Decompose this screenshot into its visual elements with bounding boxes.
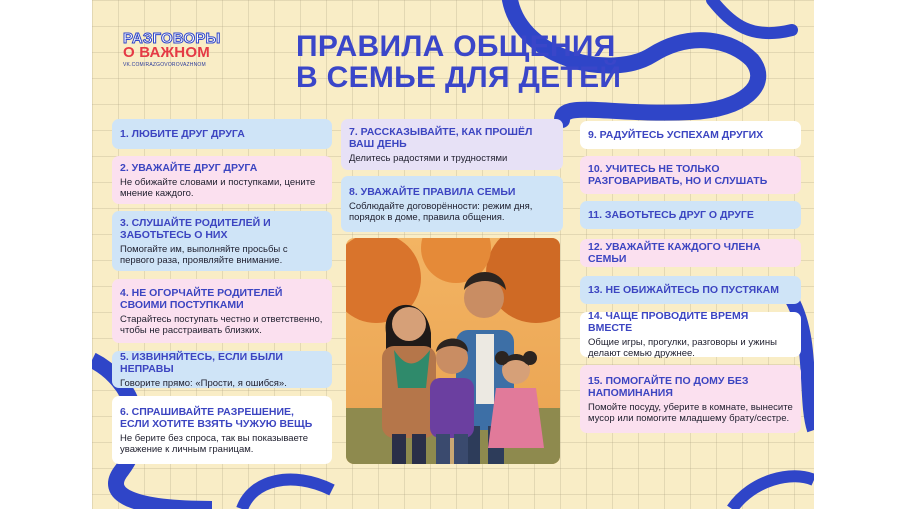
rule-body: Соблюдайте договорённости: режим дня, порядок в доме, правила общения. bbox=[349, 200, 533, 223]
rule-heading: 8. УВАЖАЙТЕ ПРАВИЛА СЕМЬИ bbox=[349, 185, 516, 198]
rule-body: Делитесь радостями и трудностями bbox=[349, 152, 508, 164]
rule-body: Говорите прямо: «Прости, я ошибся». bbox=[120, 377, 287, 389]
logo-line-1: РАЗГОВОРЫ bbox=[123, 30, 221, 47]
rule-body: Не берите без спроса, так вы показываете уважение к личным границам. bbox=[120, 432, 309, 455]
rule-body: Помойте посуду, уберите в комнате, вынесите мусор или помогите младшему брату/сестре. bbox=[588, 401, 793, 424]
rule-heading: 14. ЧАЩЕ ПРОВОДИТЕ ВРЕМЯ ВМЕСТЕ bbox=[588, 310, 749, 334]
rule-heading: 6. СПРАШИВАЙТЕ РАЗРЕШЕНИЕ, ЕСЛИ ХОТИТЕ ВЗЯТЬ ЧУЖУЮ ВЕЩЬ bbox=[120, 405, 313, 430]
title-line-2: В СЕМЬЕ ДЛЯ ДЕТЕЙ bbox=[296, 61, 622, 94]
rule-card-11 bbox=[580, 201, 801, 229]
rule-body: Старайтесь поступать честно и ответственно, чтобы не расстраивать близких. bbox=[120, 313, 323, 336]
logo-line-2: О ВАЖНОМ bbox=[123, 44, 210, 61]
rule-card-8 bbox=[341, 176, 563, 232]
rule-heading: 5. ИЗВИНЯЙТЕСЬ, ЕСЛИ БЫЛИ НЕПРАВЫ bbox=[120, 350, 283, 375]
rule-card-9 bbox=[580, 121, 801, 149]
rule-heading: 7. РАССКАЗЫВАЙТЕ, КАК ПРОШЁЛ ВАШ ДЕНЬ bbox=[349, 125, 533, 150]
rule-heading: 2. УВАЖАЙТЕ ДРУГ ДРУГА bbox=[120, 161, 258, 174]
family-illustration bbox=[346, 238, 560, 464]
rule-body: Общие игры, прогулки, разговоры и ужины делают семью дружнее. bbox=[588, 337, 777, 359]
page-title bbox=[296, 31, 626, 93]
rule-body: Помогайте им, выполняйте просьбы с первого раза, проявляйте внимание. bbox=[120, 243, 288, 266]
rule-card-5 bbox=[112, 351, 332, 388]
rule-heading: 4. НЕ ОГОРЧАЙТЕ РОДИТЕЛЕЙ СВОИМИ ПОСТУПКАМИ bbox=[120, 286, 283, 311]
brand-logo bbox=[123, 32, 221, 68]
rule-card-7 bbox=[341, 119, 563, 170]
rule-card-1 bbox=[112, 119, 332, 149]
rule-heading: 15. ПОМОГАЙТЕ ПО ДОМУ БЕЗ НАПОМИНАНИЯ bbox=[588, 374, 749, 399]
rule-card-6 bbox=[112, 396, 332, 464]
rule-heading: 10. УЧИТЕСЬ НЕ ТОЛЬКО РАЗГОВАРИВАТЬ, НО И СЛУШАТЬ bbox=[588, 163, 768, 187]
rule-card-13 bbox=[580, 276, 801, 304]
rule-card-3 bbox=[112, 211, 332, 271]
rule-heading: 13. НЕ ОБИЖАЙТЕСЬ ПО ПУСТЯКАМ bbox=[588, 284, 779, 296]
rule-heading: 9. РАДУЙТЕСЬ УСПЕХАМ ДРУГИХ bbox=[588, 129, 764, 141]
rule-heading: 3. СЛУШАЙТЕ РОДИТЕЛЕЙ И ЗАБОТЬТЕСЬ О НИХ bbox=[120, 216, 271, 241]
rule-card-14 bbox=[580, 312, 801, 357]
rule-card-15 bbox=[580, 365, 801, 433]
rule-body: Не обижайте словами и поступками, цените мнение каждого. bbox=[120, 176, 316, 199]
rule-card-10 bbox=[580, 156, 801, 194]
rule-card-2 bbox=[112, 156, 332, 204]
poster bbox=[92, 0, 814, 509]
rule-heading: 1. ЛЮБИТЕ ДРУГ ДРУГА bbox=[120, 128, 245, 140]
rule-card-4 bbox=[112, 279, 332, 343]
rule-card-12 bbox=[580, 239, 801, 267]
title-line-1: ПРАВИЛА ОБЩЕНИЯ bbox=[296, 30, 616, 63]
logo-url: VK.COM/RAZGOVOROVAZHNOM bbox=[123, 62, 206, 68]
rule-heading: 11. ЗАБОТЬТЕСЬ ДРУГ О ДРУГЕ bbox=[588, 209, 754, 221]
rule-heading: 12. УВАЖАЙТЕ КАЖДОГО ЧЛЕНА СЕМЬИ bbox=[588, 241, 761, 265]
